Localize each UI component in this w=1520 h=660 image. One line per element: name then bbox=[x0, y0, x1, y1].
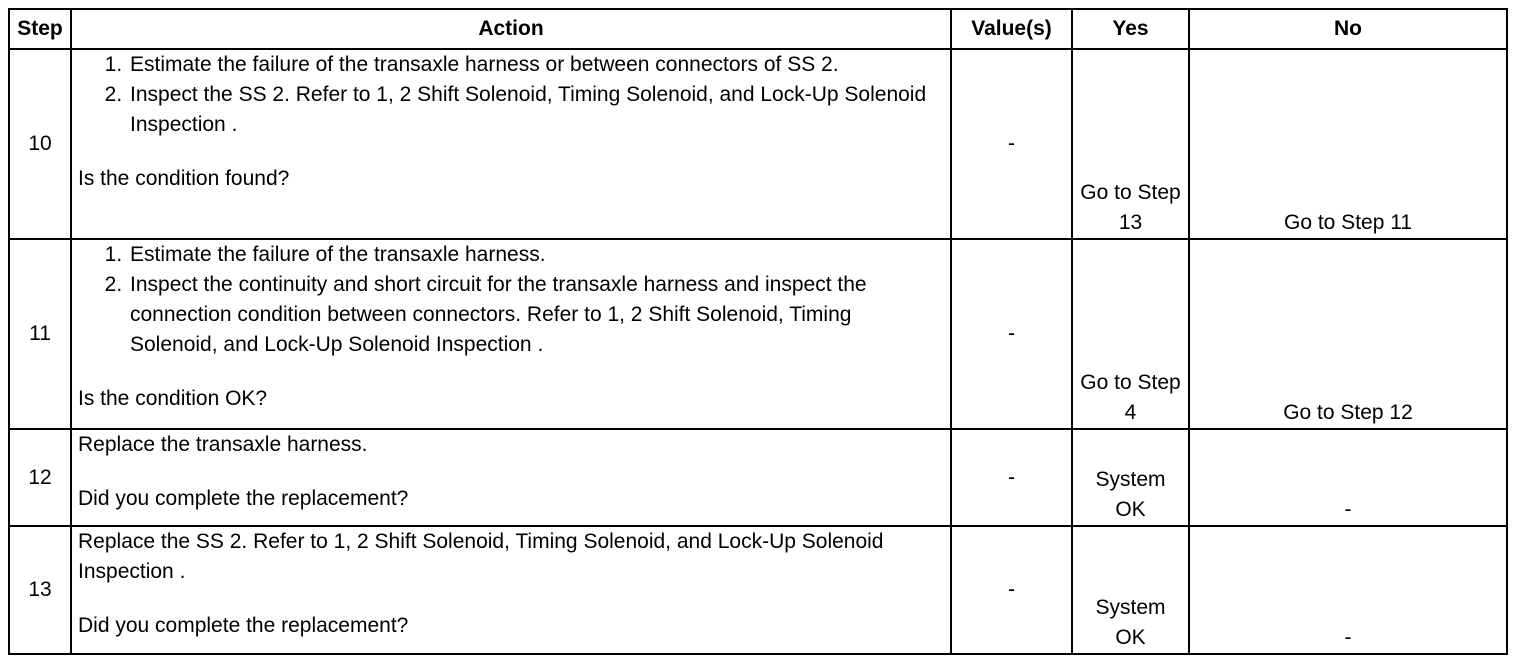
no-action: - bbox=[1344, 498, 1352, 521]
action-steps bbox=[78, 50, 944, 140]
action-question: Did you complete the replacement? bbox=[78, 614, 409, 637]
header-action: Action bbox=[71, 9, 951, 49]
action-question: Did you complete the replacement? bbox=[78, 487, 409, 510]
yes-cell bbox=[1072, 239, 1189, 429]
action-question: Is the condition OK? bbox=[78, 387, 268, 410]
header-row bbox=[9, 9, 1507, 49]
action-question: Is the condition found? bbox=[78, 167, 290, 190]
action-step: 2. Inspect the continuity and short circuit for the transaxle harness and inspect the connection condition between connectors. Refer to 1, 2 Shift Solenoid, Timing Solenoid, and Lock-Up Solenoid Inspection . bbox=[128, 270, 944, 360]
yes-cell bbox=[1072, 429, 1189, 526]
no-cell bbox=[1189, 526, 1507, 654]
action-cell bbox=[71, 429, 951, 526]
table-row bbox=[9, 526, 1507, 654]
table-row bbox=[9, 239, 1507, 429]
step-number: 12 bbox=[9, 429, 71, 526]
action-cell bbox=[71, 239, 951, 429]
header-values: Value(s) bbox=[951, 9, 1072, 49]
action-step: 1. Estimate the failure of the transaxle harness or between connectors of SS 2. bbox=[128, 50, 944, 80]
value-cell: - bbox=[951, 429, 1072, 526]
yes-action: Go to Step 4 bbox=[1080, 371, 1181, 424]
no-cell bbox=[1189, 239, 1507, 429]
action-text: Replace the transaxle harness. bbox=[78, 433, 368, 456]
no-cell bbox=[1189, 49, 1507, 239]
action-text: Replace the SS 2. Refer to 1, 2 Shift Solenoid, Timing Solenoid, and Lock-Up Solenoid Inspection . bbox=[78, 530, 884, 583]
value-cell: - bbox=[951, 526, 1072, 654]
value-cell: - bbox=[951, 49, 1072, 239]
value-cell: - bbox=[951, 239, 1072, 429]
diagnostic-table bbox=[8, 8, 1508, 655]
yes-cell bbox=[1072, 526, 1189, 654]
yes-action: Go to Step 13 bbox=[1080, 181, 1181, 234]
yes-action: System OK bbox=[1095, 468, 1166, 521]
action-steps bbox=[78, 240, 944, 360]
no-action: Go to Step 11 bbox=[1283, 211, 1413, 234]
step-number: 10 bbox=[9, 49, 71, 239]
step-number: 11 bbox=[9, 239, 71, 429]
header-step: Step bbox=[9, 9, 71, 49]
header-yes: Yes bbox=[1072, 9, 1189, 49]
step-number: 13 bbox=[9, 526, 71, 654]
action-step: 1. Estimate the failure of the transaxle harness. bbox=[128, 240, 944, 270]
table-row bbox=[9, 49, 1507, 239]
yes-cell bbox=[1072, 49, 1189, 239]
header-no: No bbox=[1189, 9, 1507, 49]
action-cell bbox=[71, 49, 951, 239]
action-step: 2. Inspect the SS 2. Refer to 1, 2 Shift Solenoid, Timing Solenoid, and Lock-Up Solenoid Inspection . bbox=[128, 80, 944, 140]
table-row bbox=[9, 429, 1507, 526]
action-cell bbox=[71, 526, 951, 654]
no-action: - bbox=[1344, 626, 1352, 649]
no-cell bbox=[1189, 429, 1507, 526]
yes-action: System OK bbox=[1095, 596, 1166, 649]
no-action: Go to Step 12 bbox=[1283, 401, 1413, 424]
